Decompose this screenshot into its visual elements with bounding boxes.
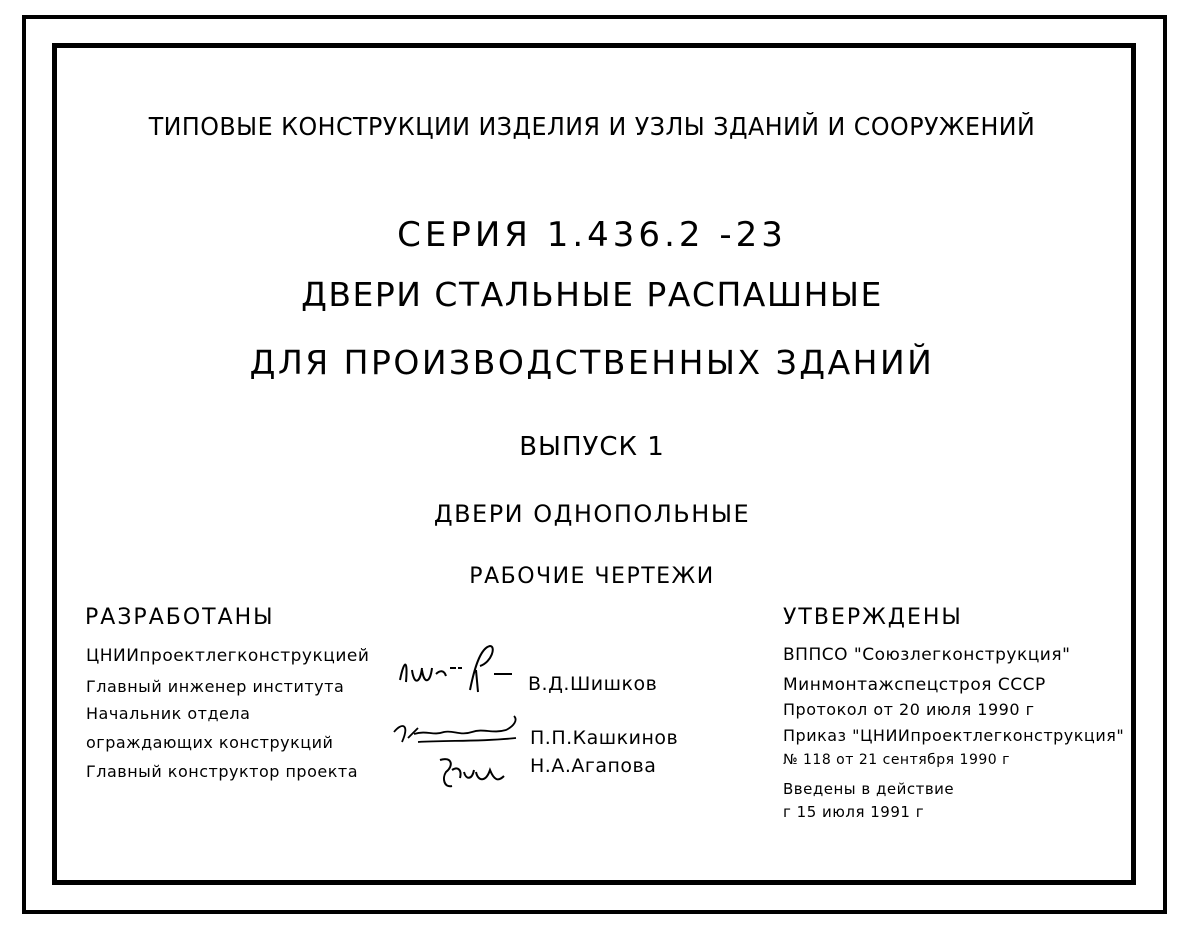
approved-line-3: Протокол от 20 июля 1990 г (783, 700, 1035, 719)
department-head-title-2: ограждающих конструкций (86, 733, 334, 752)
chief-designer-name: Н.А.Агапова (530, 755, 657, 777)
department-head-name: П.П.Кашкинов (530, 727, 679, 749)
title-line-1: ДВЕРИ СТАЛЬНЫЕ РАСПАШНЫЕ (301, 275, 883, 314)
series-number: СЕРИЯ 1.436.2 -23 (397, 215, 787, 255)
department-head-title-1: Начальник отдела (86, 704, 251, 723)
developed-heading: РАЗРАБОТАНЫ (85, 605, 275, 630)
signature-department-head-icon (388, 712, 523, 752)
chief-engineer-title: Главный инженер института (86, 677, 345, 696)
document-header: ТИПОВЫЕ КОНСТРУКЦИИ ИЗДЕЛИЯ И УЗЛЫ ЗДАНИЙ И СООРУЖЕНИЙ (148, 112, 1036, 141)
approved-heading: УТВЕРЖДЕНЫ (783, 605, 963, 630)
approved-line-1: ВППСО "Союзлегконструкция" (783, 645, 1071, 665)
approved-line-2: Минмонтажспецстроя СССР (783, 675, 1046, 695)
signature-chief-engineer-icon (396, 640, 516, 700)
issue-subtitle: ДВЕРИ ОДНОПОЛЬНЫЕ (433, 500, 751, 528)
title-line-2: ДЛЯ ПРОИЗВОДСТВЕННЫХ ЗДАНИЙ (249, 343, 935, 382)
approved-line-6: Введены в действие (783, 780, 955, 798)
document-type: РАБОЧИЕ ЧЕРТЕЖИ (469, 564, 715, 589)
chief-designer-title: Главный конструктор проекта (86, 762, 359, 781)
approved-line-5: № 118 от 21 сентября 1990 г (783, 752, 1010, 768)
signature-chief-designer-icon (432, 752, 512, 792)
issue-number: ВЫПУСК 1 (519, 432, 665, 462)
approved-line-4: Приказ "ЦНИИпроектлегконструкция" (783, 726, 1125, 745)
developer-organization: ЦНИИпроектлегконструкцией (86, 646, 370, 666)
chief-engineer-name: В.Д.Шишков (528, 673, 658, 695)
approved-line-7: г 15 июля 1991 г (783, 803, 925, 821)
